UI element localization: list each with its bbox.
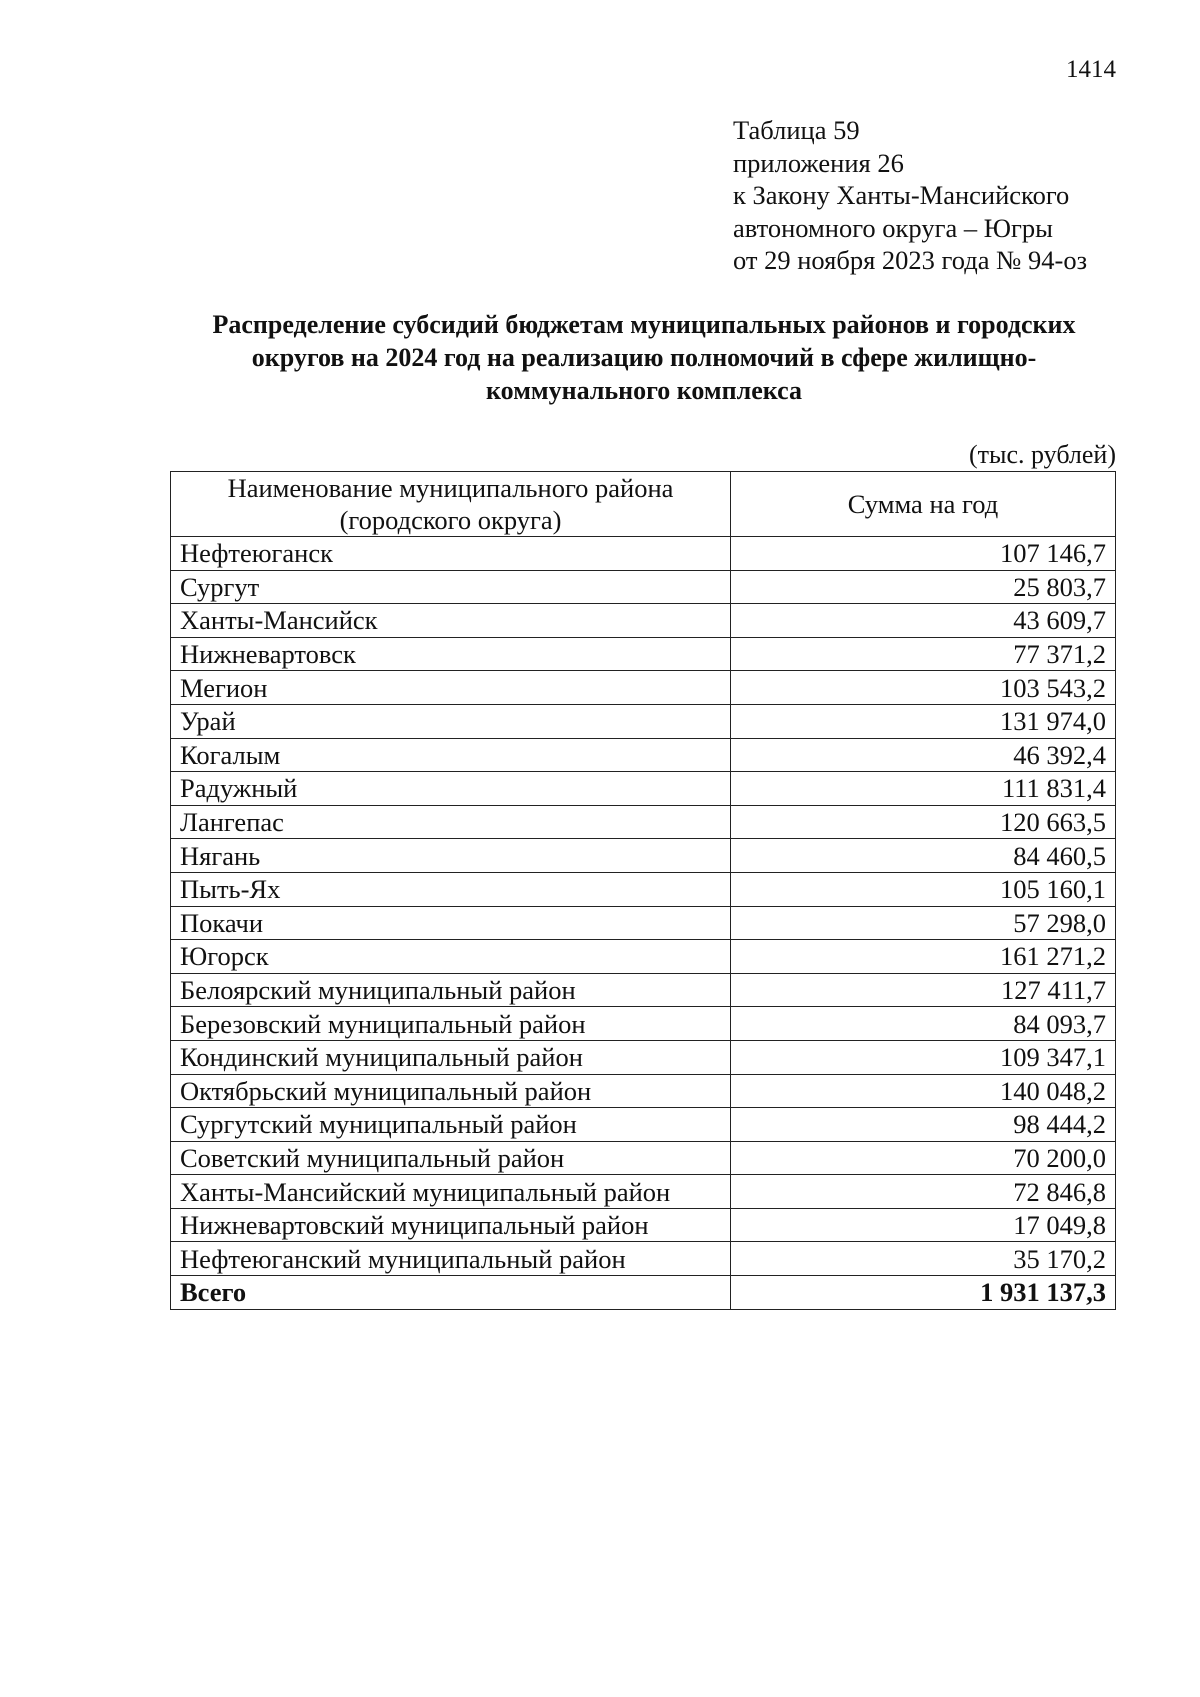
- table-row: [171, 570, 1116, 604]
- municipality-name: Советский муниципальный район: [171, 1141, 731, 1175]
- amount-value: 84 093,7: [731, 1007, 1116, 1041]
- subsidy-table: [170, 471, 1116, 1310]
- municipality-name: Нефтеюганский муниципальный район: [171, 1242, 731, 1276]
- municipality-name: Сургут: [171, 570, 731, 604]
- appendix-line: Таблица 59: [733, 115, 860, 145]
- table-row: [171, 738, 1116, 772]
- table-row: [171, 604, 1116, 638]
- table-row: [171, 872, 1116, 906]
- municipality-name: Пыть-Ях: [171, 872, 731, 906]
- appendix-line: приложения 26: [733, 147, 904, 178]
- municipality-name: Березовский муниципальный район: [171, 1007, 731, 1041]
- table-row: [171, 973, 1116, 1007]
- municipality-name: Кондинский муниципальный район: [171, 1040, 731, 1074]
- amount-value: 25 803,7: [731, 570, 1116, 604]
- title-line: Распределение субсидий бюджетам муниципальных районов и городских: [212, 310, 1076, 339]
- table-row: [171, 805, 1116, 839]
- table-row: [171, 1175, 1116, 1209]
- amount-value: 17 049,8: [731, 1208, 1116, 1242]
- appendix-line: к Закону Ханты-Мансийского: [733, 180, 1070, 211]
- table-row: [171, 1242, 1116, 1276]
- table-row: [171, 940, 1116, 974]
- appendix-reference: [733, 114, 1087, 277]
- amount-value: 46 392,4: [731, 738, 1116, 772]
- total-amount: 1 931 137,3: [731, 1276, 1116, 1310]
- appendix-line: автономного округа – Югры: [733, 212, 1053, 243]
- municipality-name: Когалым: [171, 738, 731, 772]
- municipality-name: Ханты-Мансийский муниципальный район: [171, 1175, 731, 1209]
- amount-value: 72 846,8: [731, 1175, 1116, 1209]
- amount-value: 84 460,5: [731, 839, 1116, 873]
- title-line: округов на 2024 год на реализацию полномочий в сфере жилищно-: [251, 343, 1037, 372]
- municipality-name: Октябрьский муниципальный район: [171, 1074, 731, 1108]
- total-label: Всего: [171, 1276, 731, 1310]
- municipality-name: Сургутский муниципальный район: [171, 1108, 731, 1142]
- municipality-name: Нижневартовск: [171, 637, 731, 671]
- table-row: [171, 637, 1116, 671]
- amount-value: 111 831,4: [731, 772, 1116, 806]
- municipality-name: Ханты-Мансийск: [171, 604, 731, 638]
- amount-value: 107 146,7: [731, 537, 1116, 571]
- table-row: [171, 839, 1116, 873]
- municipality-name: Радужный: [171, 772, 731, 806]
- amount-value: 77 371,2: [731, 637, 1116, 671]
- table-row: [171, 704, 1116, 738]
- table-row: [171, 1108, 1116, 1142]
- units-label: (тыс. рублей): [968, 440, 1116, 469]
- page-number: 1414: [1066, 56, 1116, 83]
- amount-value: 127 411,7: [731, 973, 1116, 1007]
- amount-value: 109 347,1: [731, 1040, 1116, 1074]
- municipality-name: Мегион: [171, 671, 731, 705]
- table-row: [171, 1208, 1116, 1242]
- municipality-name: Нижневартовский муниципальный район: [171, 1208, 731, 1242]
- municipality-name: Лангепас: [171, 805, 731, 839]
- municipality-name: Белоярский муниципальный район: [171, 973, 731, 1007]
- table-body: [171, 537, 1116, 1310]
- municipality-name: Урай: [171, 704, 731, 738]
- amount-value: 35 170,2: [731, 1242, 1116, 1276]
- title-line: коммунального комплекса: [486, 376, 802, 405]
- amount-value: 70 200,0: [731, 1141, 1116, 1175]
- amount-value: 98 444,2: [731, 1108, 1116, 1142]
- amount-value: 103 543,2: [731, 671, 1116, 705]
- table-row: [171, 671, 1116, 705]
- amount-value: 105 160,1: [731, 872, 1116, 906]
- header-municipality: [171, 472, 731, 537]
- municipality-name: Нефтеюганск: [171, 537, 731, 571]
- table-row: [171, 1074, 1116, 1108]
- document-title: [160, 308, 1128, 407]
- amount-value: 120 663,5: [731, 805, 1116, 839]
- table-row: [171, 537, 1116, 571]
- total-row: [171, 1276, 1116, 1310]
- table-row: [171, 1007, 1116, 1041]
- municipality-name: Югорск: [171, 940, 731, 974]
- municipality-name: Нягань: [171, 839, 731, 873]
- table-row: [171, 772, 1116, 806]
- table-row: [171, 906, 1116, 940]
- amount-value: 43 609,7: [731, 604, 1116, 638]
- header-municipality-line1: Наименование муниципального района: [227, 473, 674, 503]
- municipality-name: Покачи: [171, 906, 731, 940]
- table-header-row: [171, 472, 1116, 537]
- table-row: [171, 1040, 1116, 1074]
- table-row: [171, 1141, 1116, 1175]
- amount-value: 140 048,2: [731, 1074, 1116, 1108]
- appendix-line: от 29 ноября 2023 года № 94-оз: [733, 245, 1088, 276]
- amount-value: 131 974,0: [731, 704, 1116, 738]
- amount-value: 161 271,2: [731, 940, 1116, 974]
- header-amount: Сумма на год: [731, 472, 1116, 537]
- header-municipality-line2: (городского округа): [339, 505, 562, 535]
- amount-value: 57 298,0: [731, 906, 1116, 940]
